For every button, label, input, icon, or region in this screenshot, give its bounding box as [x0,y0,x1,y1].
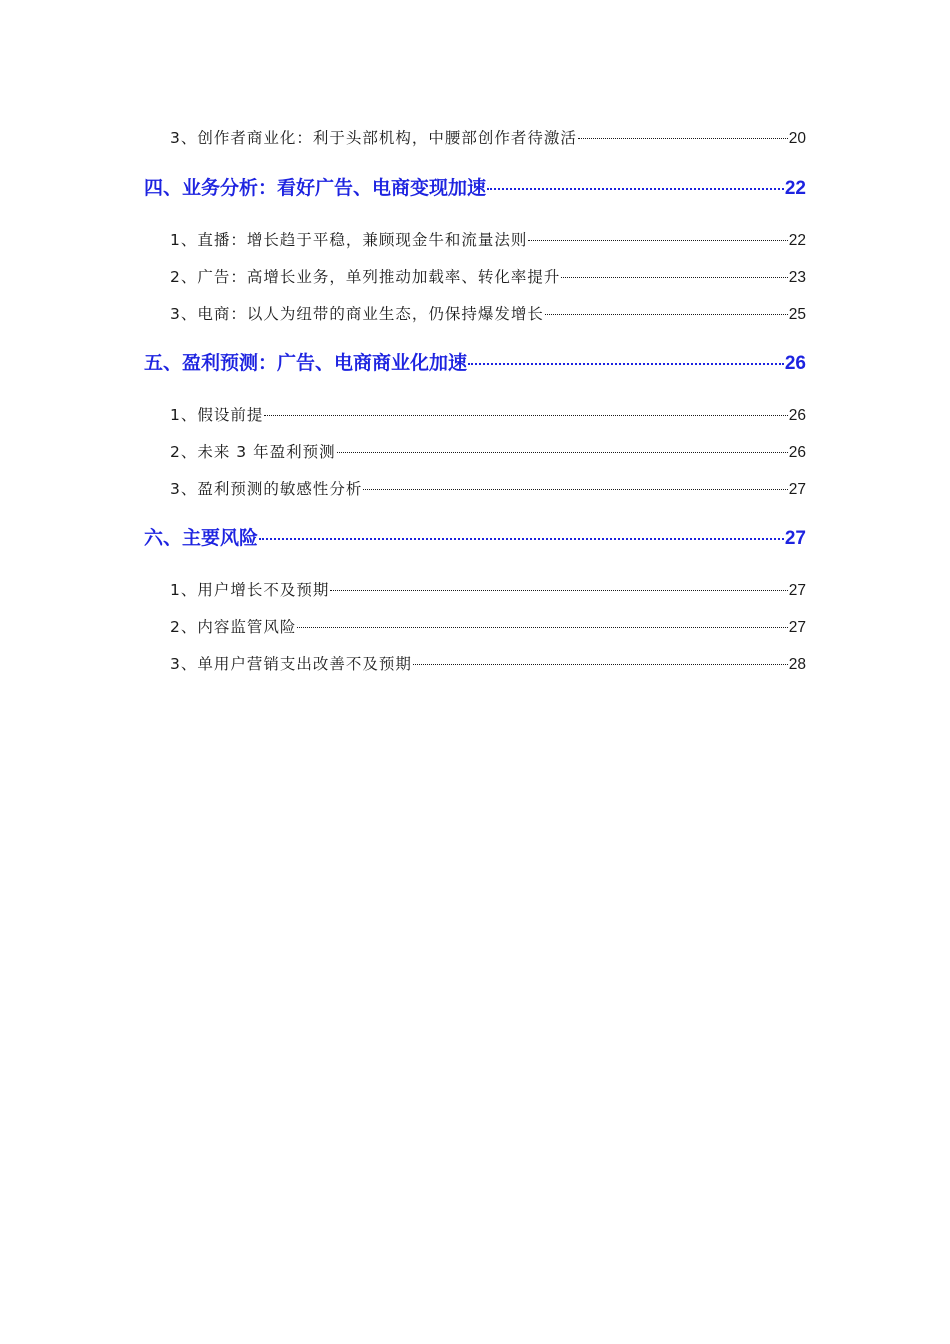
toc-entry-user-growth-risk[interactable] [170,578,806,602]
toc-section-title: 四、业务分析：看好广告、电商变现加速 [144,177,487,199]
toc-page-number: 26 [788,444,806,461]
dot-leader [487,188,784,190]
toc-page-number: 27 [788,481,806,498]
toc-entry-content-regulation-risk[interactable] [170,615,806,639]
dot-leader [337,452,788,453]
toc-entry-livestream[interactable] [170,228,806,252]
toc-entry-sensitivity-analysis[interactable] [170,477,806,501]
toc-entry-title: 1、直播：增长趋于平稳，兼顾现金牛和流量法则 [170,231,528,249]
toc-entry-title: 3、创作者商业化：利于头部机构，中腰部创作者待激活 [170,129,577,147]
toc-entry-title: 3、盈利预测的敏感性分析 [170,480,363,498]
toc-page-number: 22 [784,178,806,199]
toc-page-number: 26 [788,407,806,424]
toc-section-business-analysis[interactable] [144,173,806,203]
dot-leader [545,314,788,315]
toc-entry-title: 2、内容监管风险 [170,618,297,636]
toc-entry-title: 2、广告：高增长业务，单列推动加载率、转化率提升 [170,268,561,286]
toc-section-title: 五、盈利预测：广告、电商商业化加速 [144,352,468,374]
toc-page-number: 23 [788,269,806,286]
dot-leader [413,664,788,665]
toc-entry-title: 2、未来 3 年盈利预测 [170,443,336,461]
dot-leader [578,138,788,139]
dot-leader [259,538,784,540]
toc-entry-title: 1、假设前提 [170,406,264,424]
toc-page-number: 27 [788,619,806,636]
toc-entry-title: 3、单用户营销支出改善不及预期 [170,655,412,673]
toc-entry-advertising[interactable] [170,265,806,289]
toc-page-number: 27 [784,528,806,549]
dot-leader [363,489,787,490]
toc-entry-three-year-forecast[interactable] [170,440,806,464]
toc-page-number: 20 [788,130,806,147]
toc-page-number: 27 [788,582,806,599]
toc-page-number: 22 [788,232,806,249]
toc-entry-creator-commercialization[interactable] [170,126,806,150]
dot-leader [330,590,787,591]
toc-section-title: 六、主要风险 [144,527,259,549]
dot-leader [297,627,787,628]
dot-leader [468,363,784,365]
dot-leader [264,415,787,416]
toc-entry-marketing-expense-risk[interactable] [170,652,806,676]
toc-entry-title: 1、用户增长不及预期 [170,581,330,599]
toc-entry-ecommerce[interactable] [170,302,806,326]
dot-leader [561,277,787,278]
toc-page-number: 26 [784,353,806,374]
toc-page-number: 28 [788,656,806,673]
toc-entry-title: 3、电商：以人为纽带的商业生态，仍保持爆发增长 [170,305,544,323]
toc-section-profit-forecast[interactable] [144,348,806,378]
toc-page-number: 25 [788,306,806,323]
toc-section-main-risks[interactable] [144,523,806,553]
toc-entry-assumptions[interactable] [170,403,806,427]
dot-leader [528,240,787,241]
